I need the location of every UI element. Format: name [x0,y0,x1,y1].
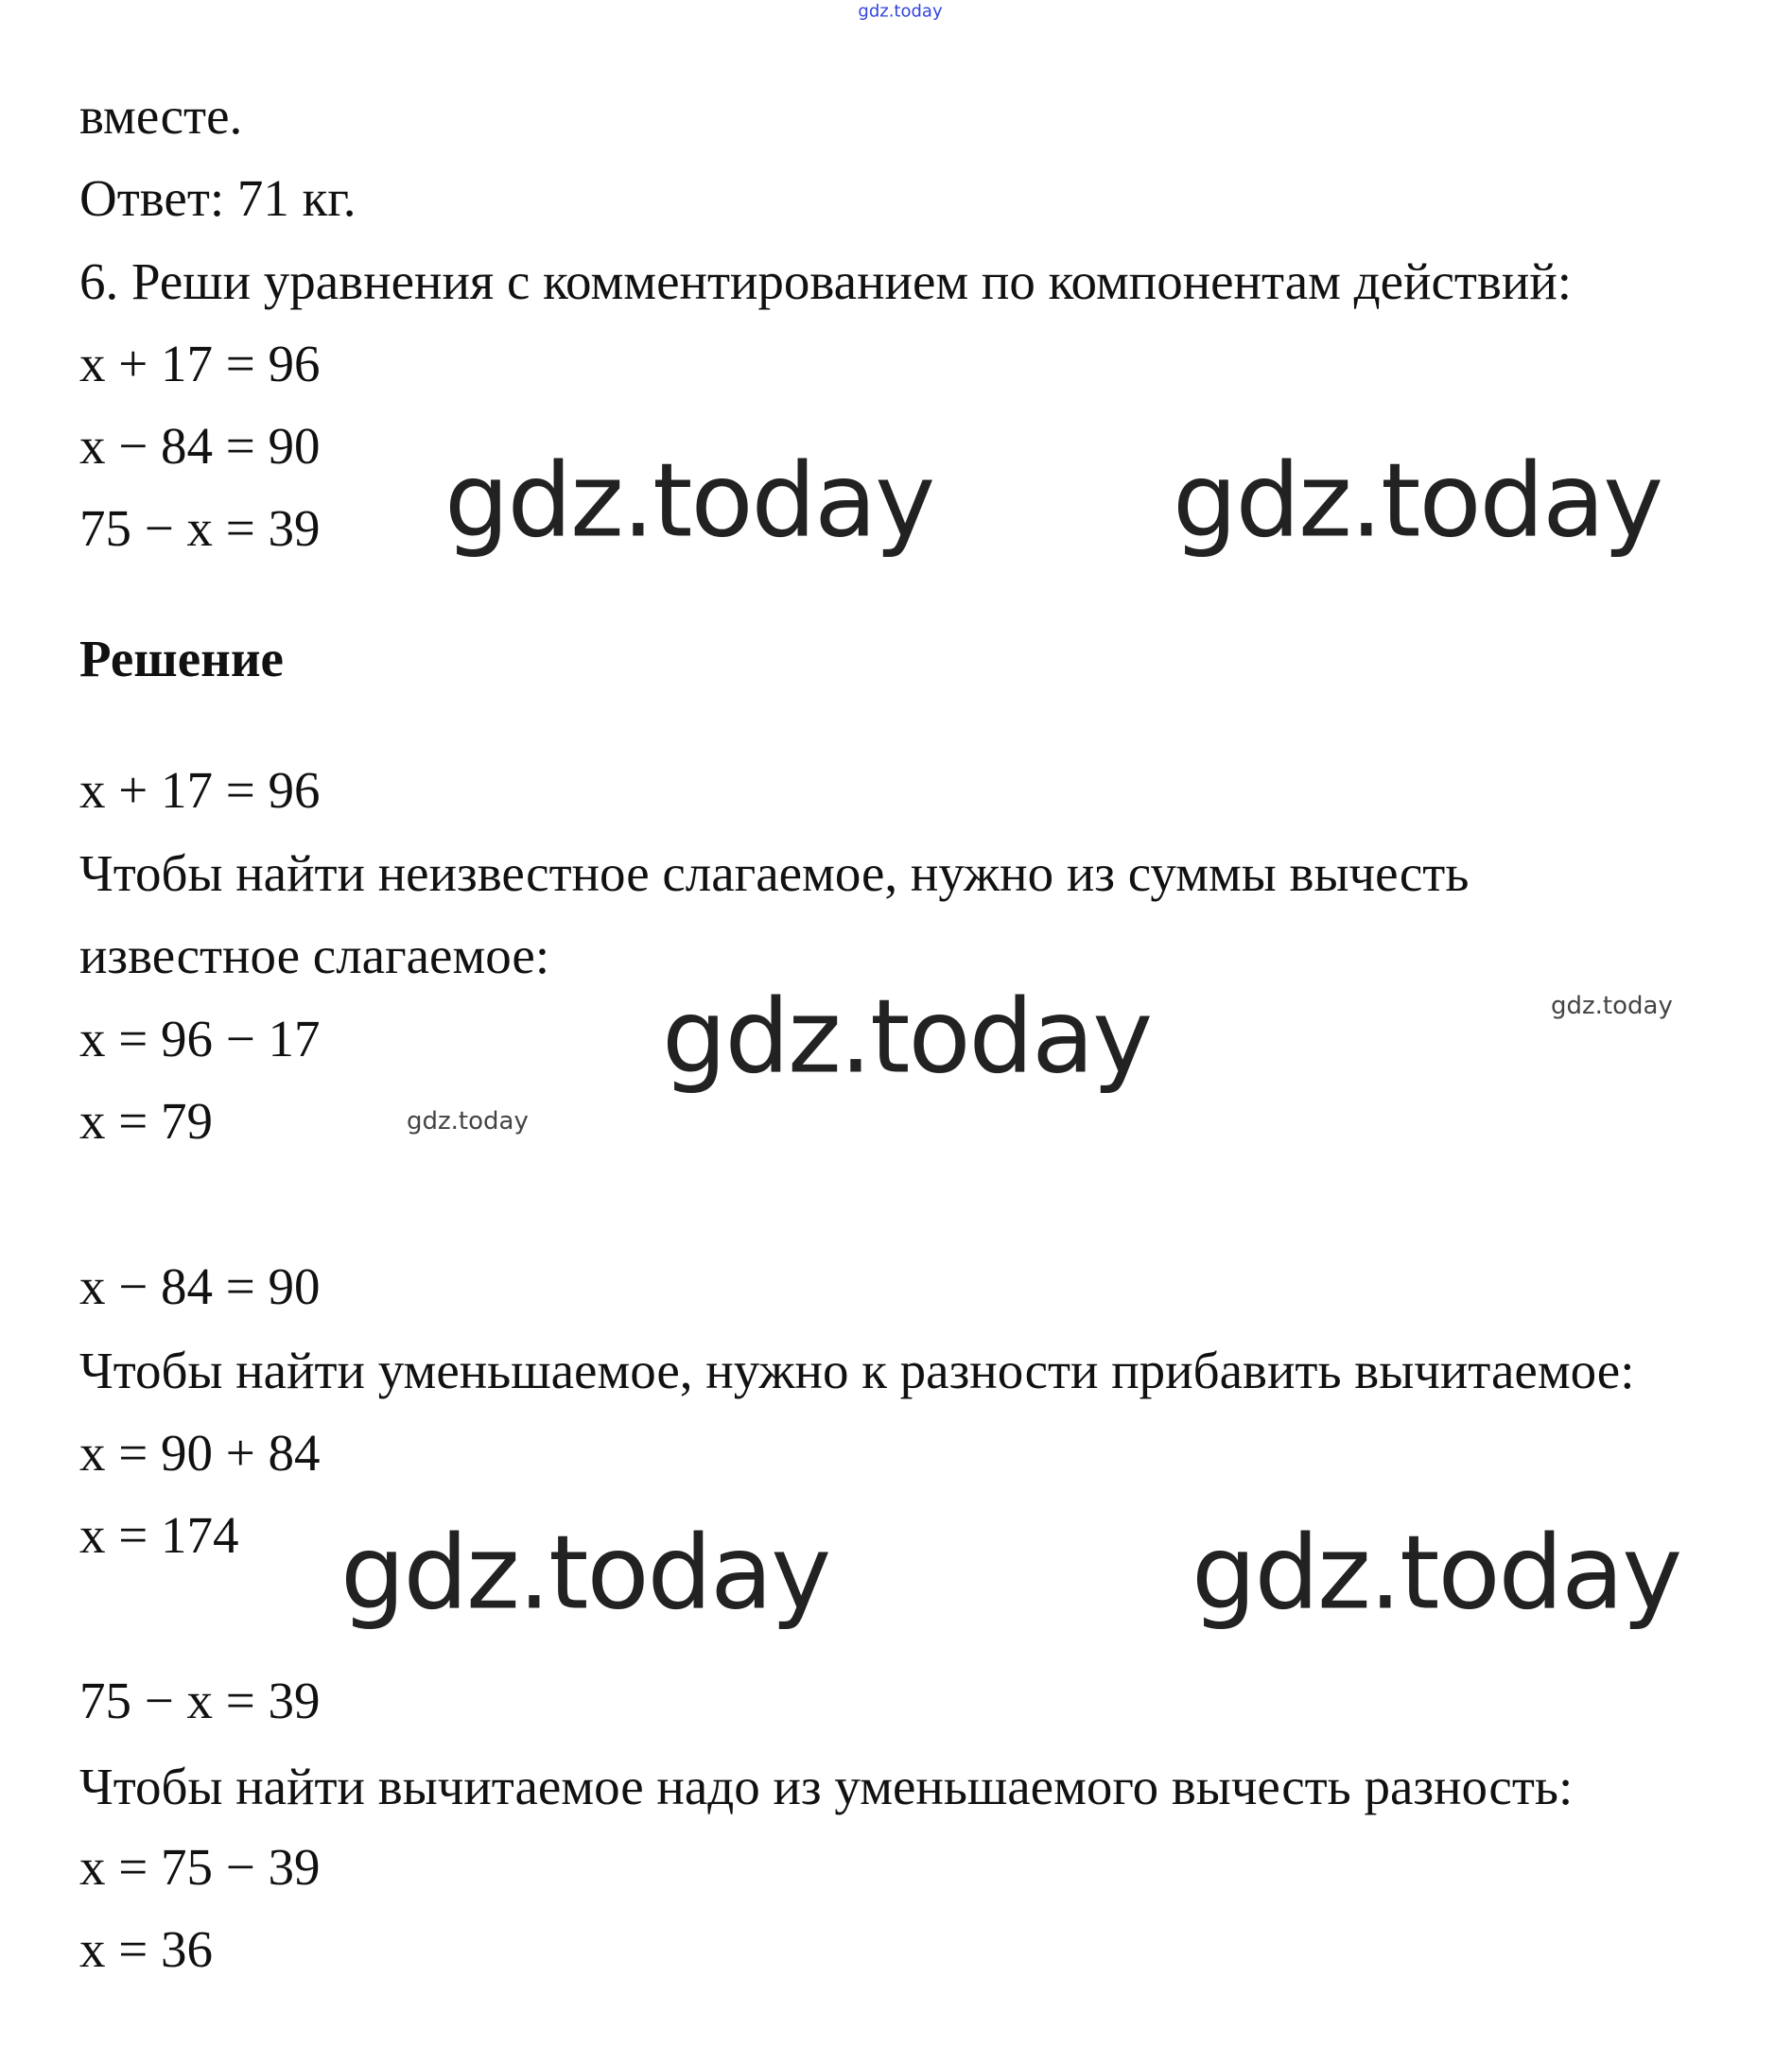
explanation: известное слагаемое: [79,927,550,984]
watermark: gdz.today [340,1514,830,1633]
equation: x = 75 − 39 [79,1838,321,1896]
watermark: gdz.today [1192,1514,1681,1633]
answer-line: Ответ: 71 кг. [79,169,357,227]
equation: x − 84 = 90 [79,1257,321,1315]
equation: x = 174 [79,1506,239,1564]
equation: 75 − x = 39 [79,1672,321,1729]
equation: x = 79 [79,1092,214,1150]
equation: x = 90 + 84 [79,1424,321,1482]
watermark: gdz.today [1173,442,1662,561]
solution-heading: Решение [79,630,284,687]
equation: x + 17 = 96 [79,761,321,819]
explanation: Чтобы найти неизвестное слагаемое, нужно из суммы вычесть [79,844,1470,902]
text-line: вместе. [79,87,243,145]
equation: x − 84 = 90 [79,417,321,475]
explanation: Чтобы найти вычитаемое надо из уменьшаемого вычесть разность: [79,1758,1574,1815]
watermark: gdz.today [444,442,934,561]
watermark-small: gdz.today [1551,992,1673,1020]
equation: x = 36 [79,1920,214,1978]
watermark-top: gdz.today [858,1,943,22]
watermark: gdz.today [662,978,1152,1097]
equation: x = 96 − 17 [79,1010,321,1067]
task-heading: 6. Реши уравнения с комментированием по компонентам действий: [79,252,1573,310]
equation: 75 − x = 39 [79,499,321,557]
equation: x + 17 = 96 [79,335,321,392]
watermark-small: gdz.today [407,1107,529,1136]
explanation: Чтобы найти уменьшаемое, нужно к разности прибавить вычитаемое: [79,1342,1635,1399]
